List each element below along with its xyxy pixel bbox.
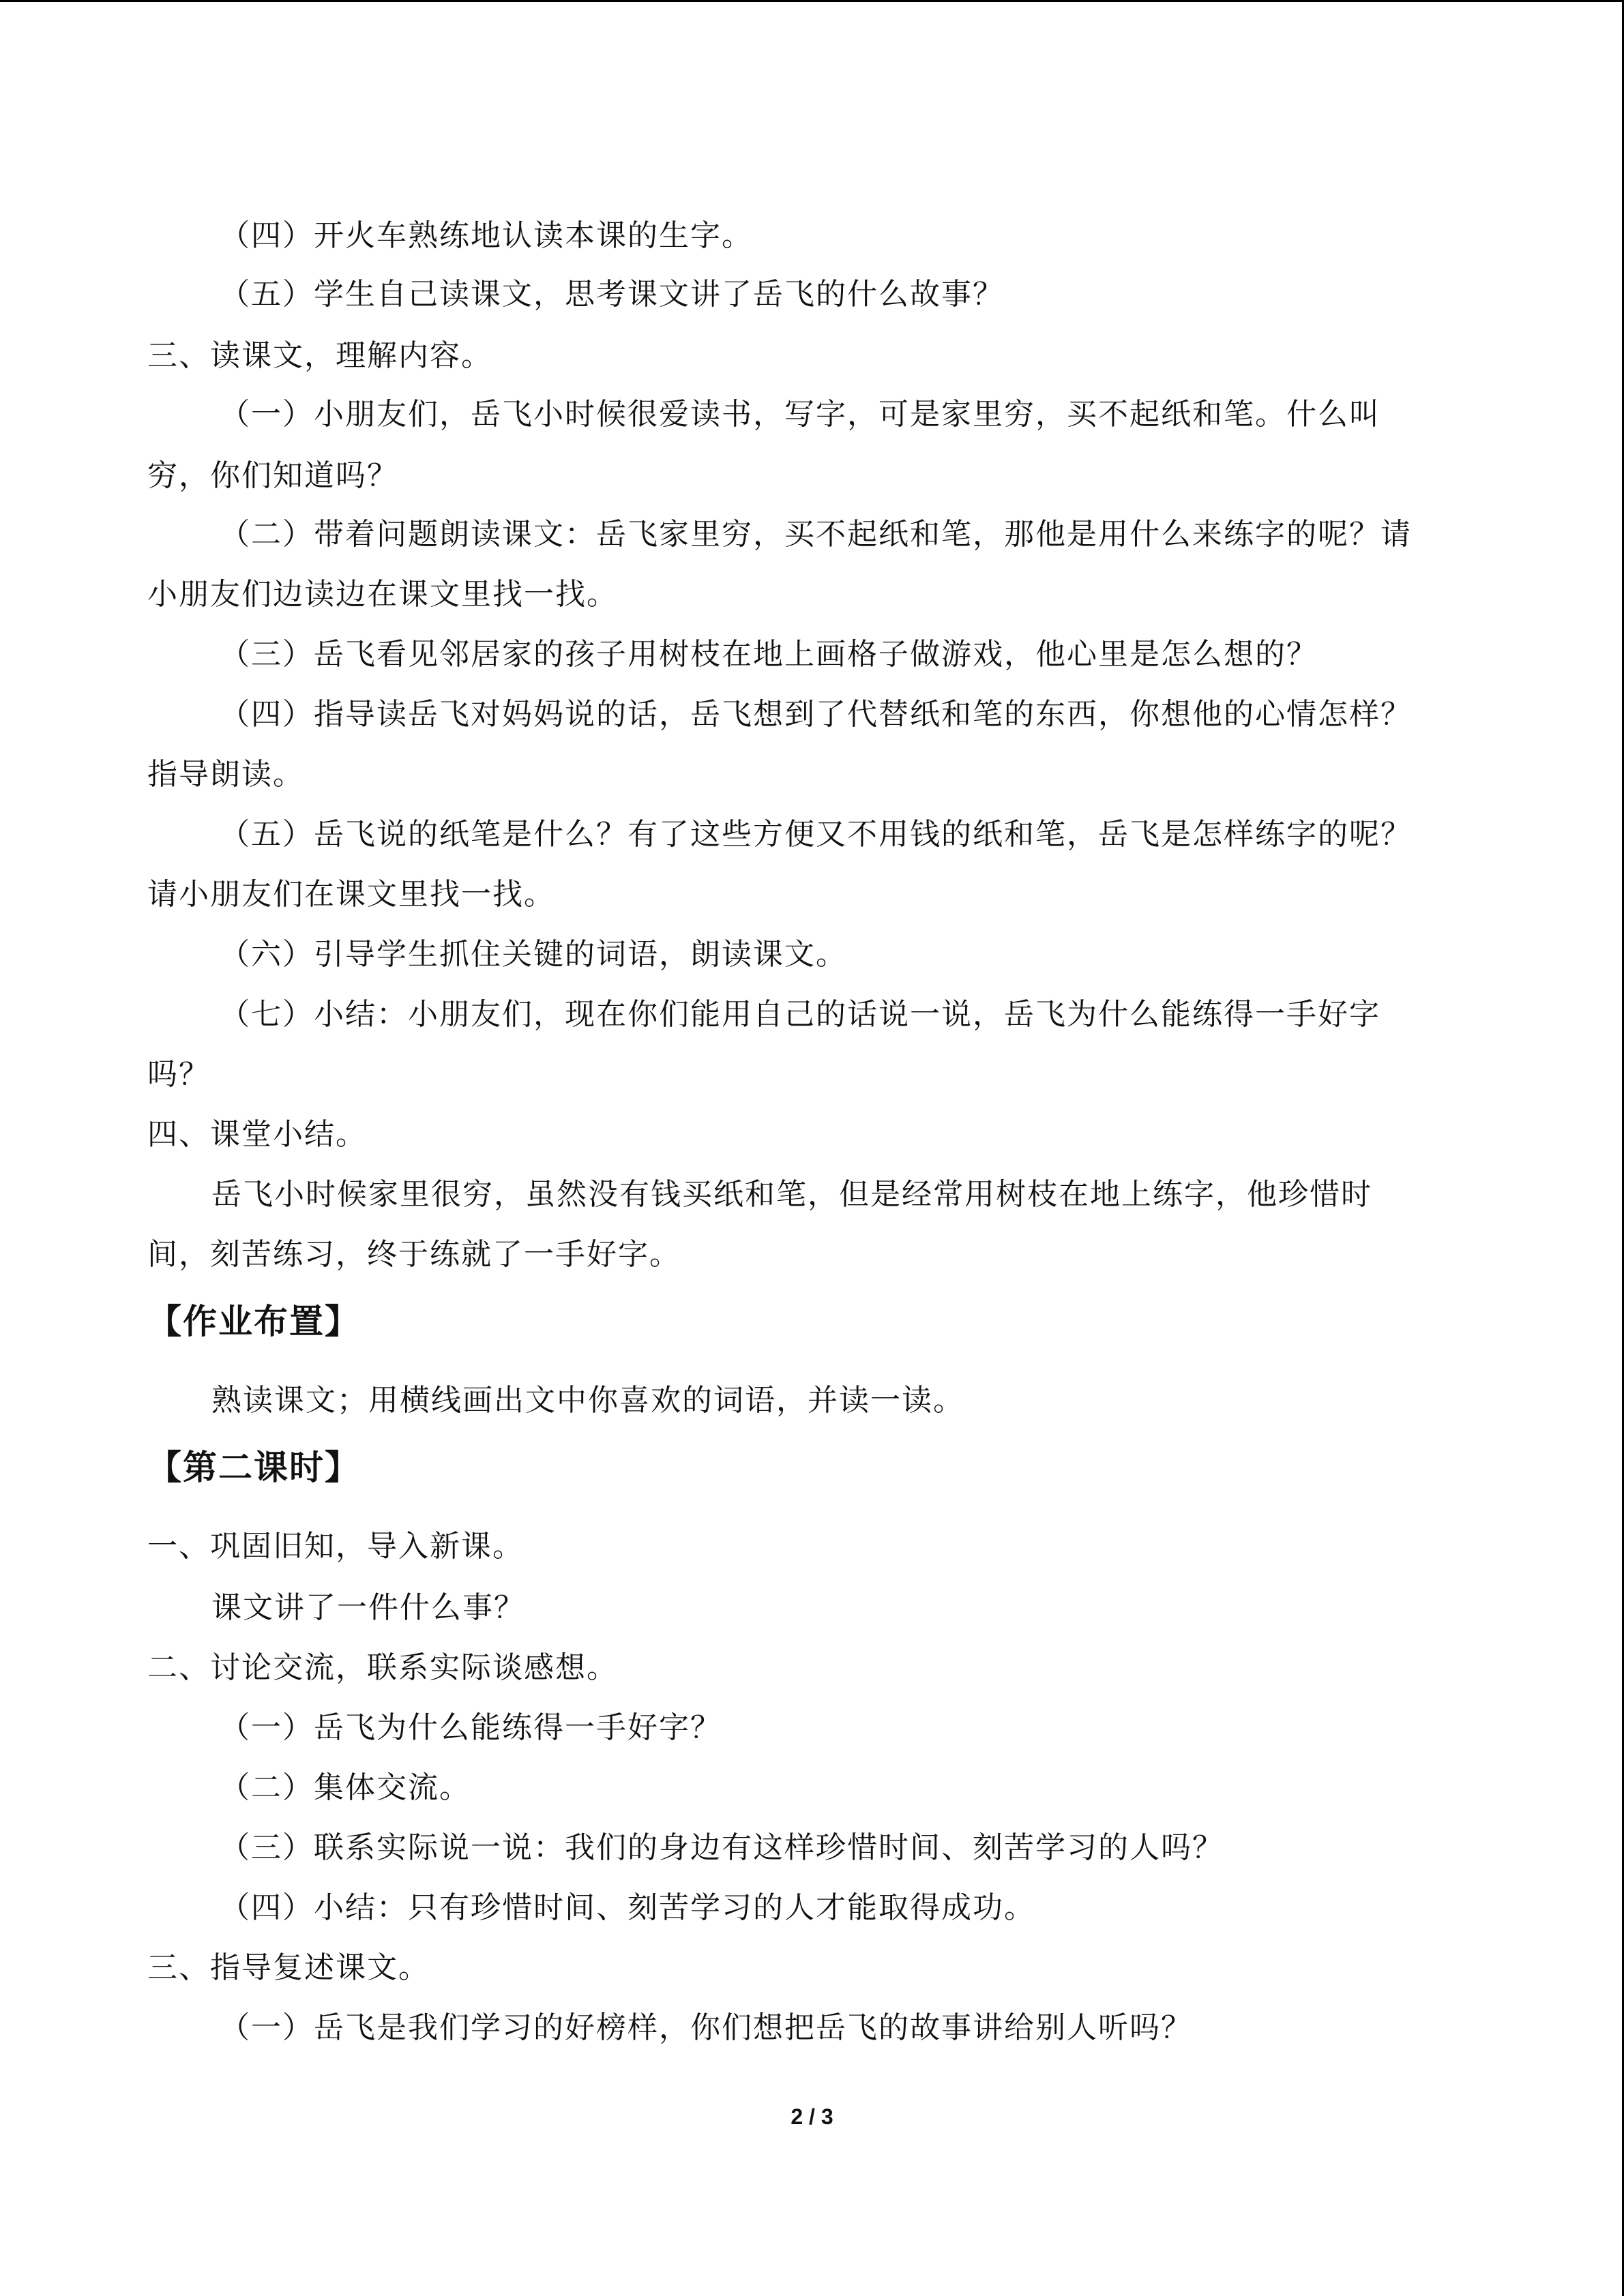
- homework-heading: 【作业布置】: [147, 1302, 360, 1341]
- paragraph-line: （四）开火车熟练地认读本课的生字。: [220, 218, 753, 253]
- second-lesson-heading: 【第二课时】: [147, 1448, 360, 1487]
- section-heading-1: 一、巩固旧知，导入新课。: [147, 1529, 524, 1564]
- paragraph-line: 吗？: [147, 1057, 210, 1092]
- page-number: 2 / 3: [791, 2104, 833, 2129]
- homework-text: 熟读课文；用横线画出文中你喜欢的词语，并读一读。: [211, 1383, 964, 1418]
- paragraph-line: 指导朗读。: [147, 757, 304, 792]
- paragraph-line: （四）指导读岳飞对妈妈说的话，岳飞想到了代替纸和笔的东西，你想他的心情怎样？: [220, 697, 1412, 732]
- paragraph-line: （五）学生自己读课文，思考课文讲了岳飞的什么故事？: [220, 277, 1004, 312]
- paragraph-line: （四）小结：只有珍惜时间、刻苦学习的人才能取得成功。: [220, 1890, 1035, 1925]
- paragraph-line: 小朋友们边读边在课文里找一找。: [147, 577, 618, 612]
- paragraph-line: 课文讲了一件什么事？: [211, 1590, 525, 1625]
- paragraph-line: （一）岳飞是我们学习的好榜样，你们想把岳飞的故事讲给别人听吗？: [220, 2010, 1192, 2045]
- paragraph-line: （五）岳飞说的纸笔是什么？有了这些方便又不用钱的纸和笔，岳飞是怎样练字的呢？: [220, 817, 1412, 852]
- paragraph-line: （二）带着问题朗读课文：岳飞家里穷，买不起纸和笔，那他是用什么来练字的呢？请: [220, 517, 1412, 552]
- paragraph-line: 岳飞小时候家里很穷，虽然没有钱买纸和笔，但是经常用树枝在地上练字，他珍惜时: [211, 1177, 1372, 1212]
- paragraph-line: （三）联系实际说一说：我们的身边有这样珍惜时间、刻苦学习的人吗？: [220, 1830, 1224, 1865]
- paragraph-line: （一）岳飞为什么能练得一手好字？: [220, 1710, 722, 1745]
- paragraph-line: （三）岳飞看见邻居家的孩子用树枝在地上画格子做游戏，他心里是怎么想的？: [220, 637, 1318, 672]
- section-heading-3b: 三、指导复述课文。: [147, 1950, 430, 1985]
- section-heading-3: 三、读课文，理解内容。: [147, 338, 492, 373]
- paragraph-line: （一）小朋友们，岳飞小时候很爱读书，写字，可是家里穷，买不起纸和笔。什么叫: [220, 397, 1381, 432]
- paragraph-line: 间，刻苦练习，终于练就了一手好字。: [147, 1237, 681, 1272]
- section-heading-2: 二、讨论交流，联系实际谈感想。: [147, 1650, 618, 1685]
- section-heading-4: 四、课堂小结。: [147, 1117, 367, 1152]
- paragraph-line: 请小朋友们在课文里找一找。: [147, 877, 555, 912]
- paragraph-line: （七）小结：小朋友们，现在你们能用自己的话说一说，岳飞为什么能练得一手好字: [220, 997, 1381, 1032]
- paragraph-line: （六）引导学生抓住关键的词语，朗读课文。: [220, 937, 847, 972]
- paragraph-line: （二）集体交流。: [220, 1770, 471, 1805]
- paragraph-line: 穷，你们知道吗？: [147, 458, 398, 493]
- page-top-border: [0, 0, 1624, 2]
